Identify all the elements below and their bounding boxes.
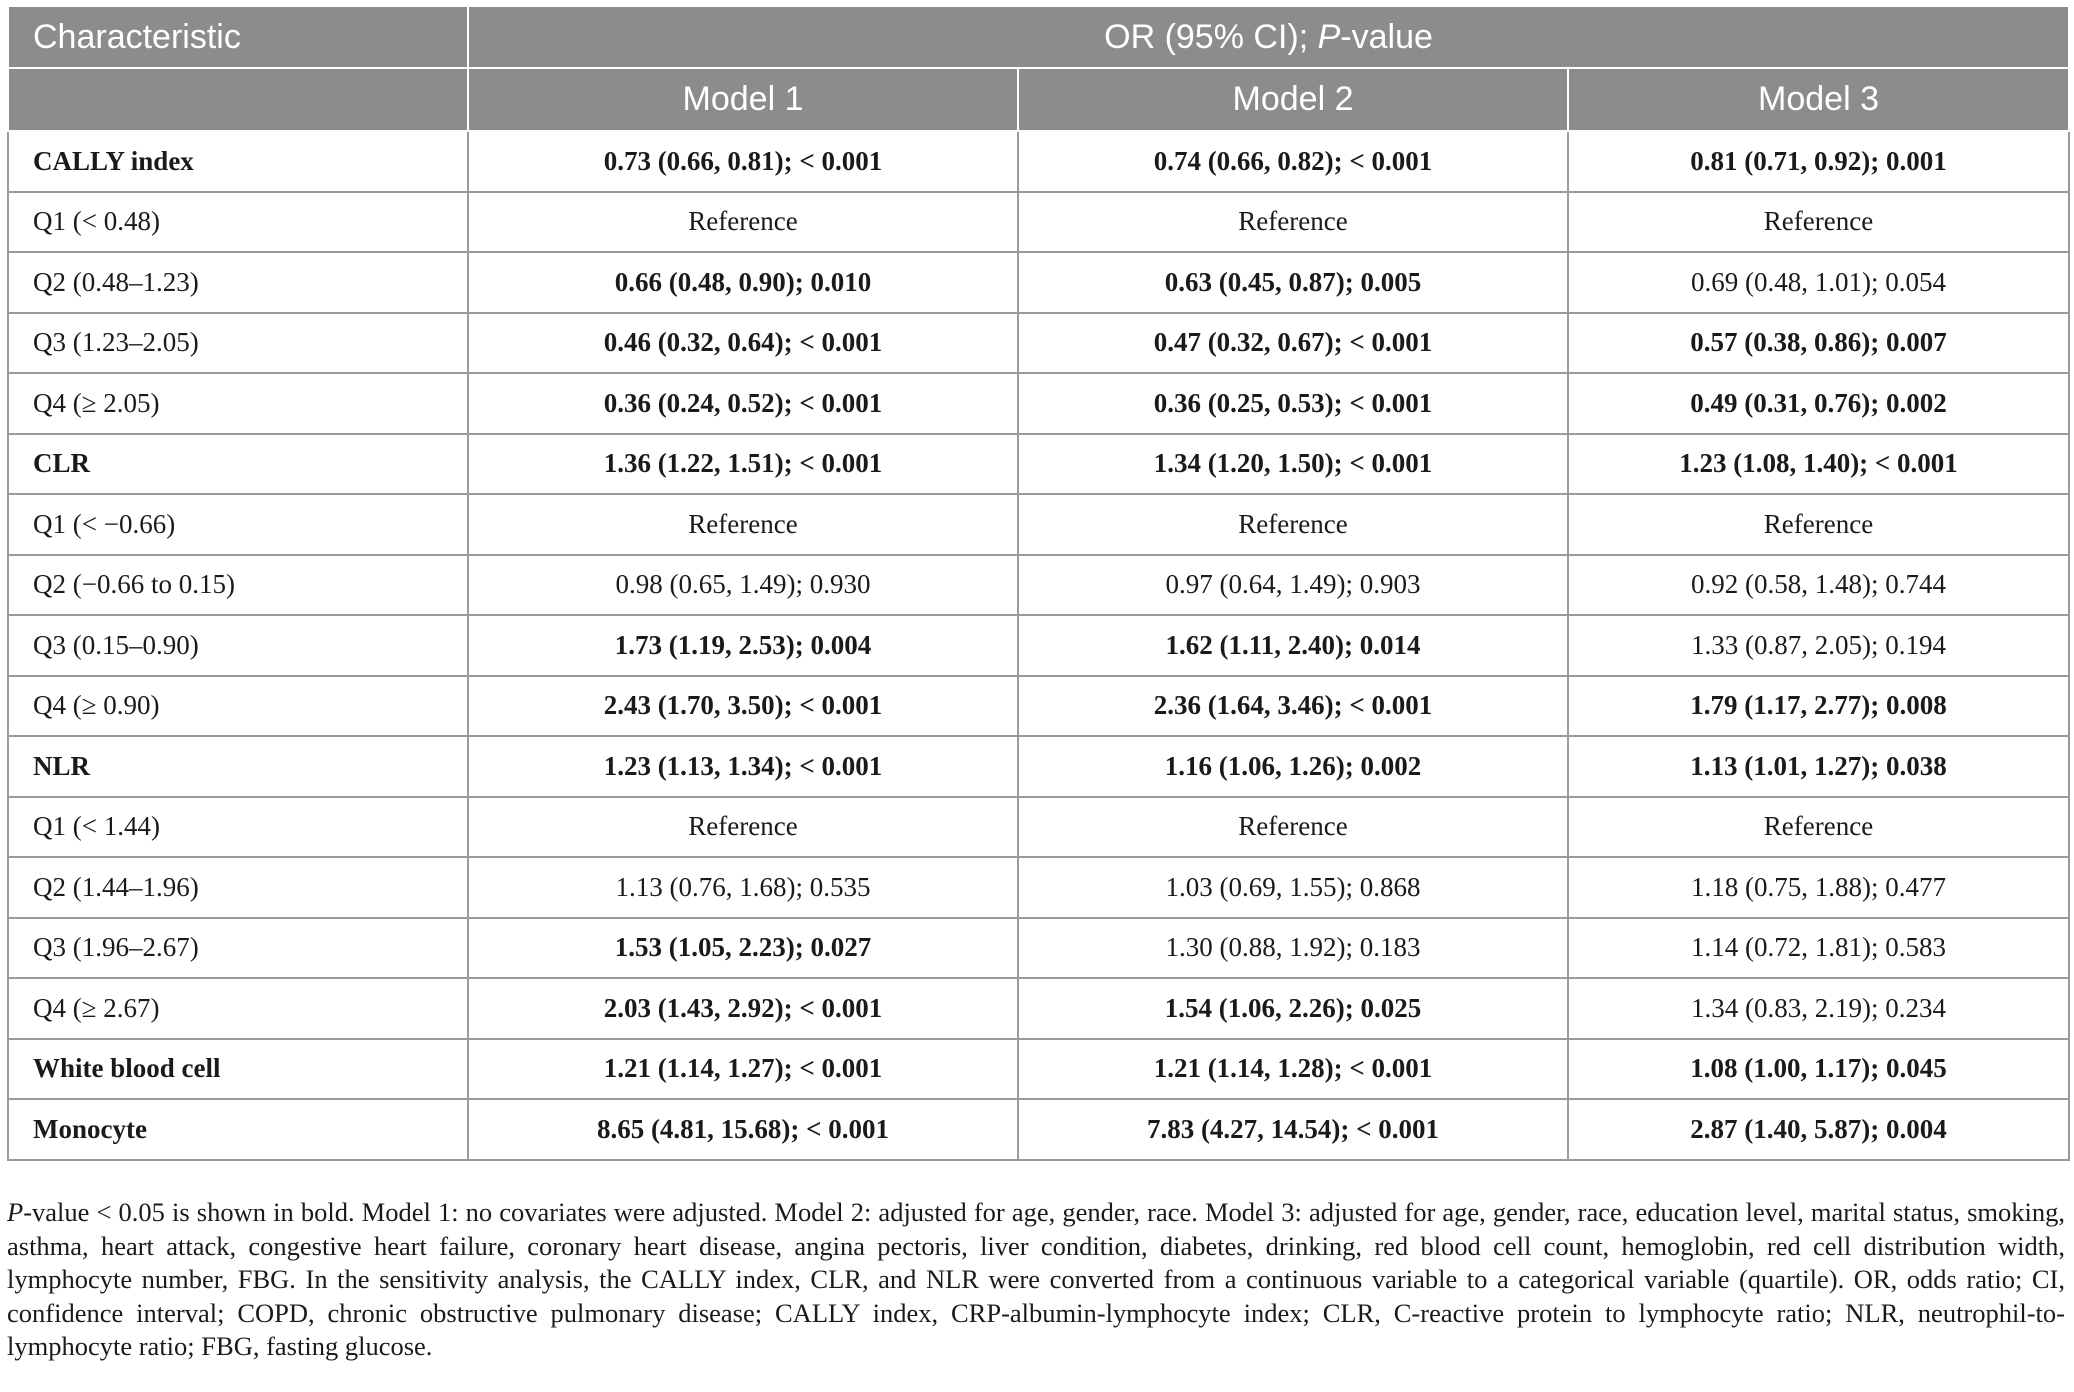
row-label: Q3 (0.15–0.90): [8, 615, 468, 676]
cell-model-3: 1.08 (1.00, 1.17); 0.045: [1568, 1039, 2069, 1100]
footnote-text: -value < 0.05 is shown in bold. Model 1: no covariates were adjusted. Model 2: adjusted for age, gender, race. Model 3: adjusted for age, gender, race, education level, marital status, smoking, asthma, heart attack, congestive heart failure, coronary heart disease, angina pectoris, liver condition, diabetes, drinking, red blood cell count, hemoglobin, red cell distribution width, lymphocyte number, FBG. In the sensitivity analysis, the CALLY index, CLR, and NLR were converted from a continuous variable to a categorical variable (quartile). OR, odds ratio; CI, confidence interval; COPD, chronic obstructive pulmonary disease; CALLY index, CRP-albumin-lymphocyte index; CLR, C-reactive protein to lymphocyte ratio; NLR, neutrophil-to-lymphocyte ratio; FBG, fasting glucose.: [7, 1197, 2065, 1361]
odds-ratio-table: [7, 5, 2070, 1161]
cell-model-2: 0.97 (0.64, 1.49); 0.903: [1018, 555, 1568, 616]
row-label: Q3 (1.96–2.67): [8, 918, 468, 979]
cell-model-1: Reference: [468, 797, 1018, 858]
cell-model-2: 1.34 (1.20, 1.50); < 0.001: [1018, 434, 1568, 495]
cell-model-3: 0.49 (0.31, 0.76); 0.002: [1568, 373, 2069, 434]
row-label: Q2 (0.48–1.23): [8, 252, 468, 313]
cell-model-3: 1.18 (0.75, 1.88); 0.477: [1568, 857, 2069, 918]
cell-model-3: Reference: [1568, 797, 2069, 858]
header-characteristic: Characteristic: [8, 6, 468, 68]
table-row: [8, 313, 2069, 374]
table-row: [8, 192, 2069, 253]
cell-model-1: 1.13 (0.76, 1.68); 0.535: [468, 857, 1018, 918]
cell-model-2: 7.83 (4.27, 14.54); < 0.001: [1018, 1099, 1568, 1160]
cell-model-3: 0.57 (0.38, 0.86); 0.007: [1568, 313, 2069, 374]
row-label: Q2 (1.44–1.96): [8, 857, 468, 918]
row-label: Q2 (−0.66 to 0.15): [8, 555, 468, 616]
cell-model-2: 1.16 (1.06, 1.26); 0.002: [1018, 736, 1568, 797]
cell-model-2: 0.74 (0.66, 0.82); < 0.001: [1018, 131, 1568, 192]
cell-model-3: 1.13 (1.01, 1.27); 0.038: [1568, 736, 2069, 797]
row-label: Q1 (< 0.48): [8, 192, 468, 253]
table-row: [8, 252, 2069, 313]
header-or-suffix: -value: [1340, 17, 1433, 56]
header-blank: [8, 68, 468, 131]
table-row: [8, 857, 2069, 918]
row-label: Monocyte: [8, 1099, 468, 1160]
cell-model-3: 1.34 (0.83, 2.19); 0.234: [1568, 978, 2069, 1039]
table-row: [8, 1099, 2069, 1160]
row-label: Q3 (1.23–2.05): [8, 313, 468, 374]
cell-model-3: 0.81 (0.71, 0.92); 0.001: [1568, 131, 2069, 192]
table-row: [8, 797, 2069, 858]
row-label: White blood cell: [8, 1039, 468, 1100]
cell-model-1: 1.53 (1.05, 2.23); 0.027: [468, 918, 1018, 979]
cell-model-1: 1.73 (1.19, 2.53); 0.004: [468, 615, 1018, 676]
cell-model-3: 1.23 (1.08, 1.40); < 0.001: [1568, 434, 2069, 495]
cell-model-1: 1.36 (1.22, 1.51); < 0.001: [468, 434, 1018, 495]
table-row: [8, 918, 2069, 979]
table-body: [8, 131, 2069, 1160]
table-row: [8, 676, 2069, 737]
cell-model-2: 1.30 (0.88, 1.92); 0.183: [1018, 918, 1568, 979]
cell-model-2: 1.21 (1.14, 1.28); < 0.001: [1018, 1039, 1568, 1100]
table-row: [8, 555, 2069, 616]
table-row: [8, 373, 2069, 434]
table-footnote: [7, 1196, 2065, 1364]
row-label: Q1 (< 1.44): [8, 797, 468, 858]
table-row: [8, 736, 2069, 797]
row-label: Q4 (≥ 2.05): [8, 373, 468, 434]
cell-model-3: 0.92 (0.58, 1.48); 0.744: [1568, 555, 2069, 616]
cell-model-1: Reference: [468, 494, 1018, 555]
header-or-p: P: [1317, 17, 1341, 56]
row-label: Q4 (≥ 2.67): [8, 978, 468, 1039]
cell-model-1: 0.73 (0.66, 0.81); < 0.001: [468, 131, 1018, 192]
row-label: Q1 (< −0.66): [8, 494, 468, 555]
row-label: CALLY index: [8, 131, 468, 192]
cell-model-3: 0.69 (0.48, 1.01); 0.054: [1568, 252, 2069, 313]
header-row-2: [8, 68, 2069, 131]
cell-model-3: 2.87 (1.40, 5.87); 0.004: [1568, 1099, 2069, 1160]
cell-model-2: 1.03 (0.69, 1.55); 0.868: [1018, 857, 1568, 918]
cell-model-2: 1.54 (1.06, 2.26); 0.025: [1018, 978, 1568, 1039]
cell-model-1: 0.66 (0.48, 0.90); 0.010: [468, 252, 1018, 313]
row-label: CLR: [8, 434, 468, 495]
cell-model-2: Reference: [1018, 192, 1568, 253]
table-row: [8, 131, 2069, 192]
cell-model-2: 2.36 (1.64, 3.46); < 0.001: [1018, 676, 1568, 737]
row-label: Q4 (≥ 0.90): [8, 676, 468, 737]
header-model-2: Model 2: [1018, 68, 1568, 131]
cell-model-1: 1.21 (1.14, 1.27); < 0.001: [468, 1039, 1018, 1100]
cell-model-3: Reference: [1568, 494, 2069, 555]
table-row: [8, 434, 2069, 495]
cell-model-1: Reference: [468, 192, 1018, 253]
row-label: NLR: [8, 736, 468, 797]
header-or-prefix: OR (95% CI);: [1104, 17, 1318, 56]
cell-model-1: 0.98 (0.65, 1.49); 0.930: [468, 555, 1018, 616]
cell-model-2: 0.47 (0.32, 0.67); < 0.001: [1018, 313, 1568, 374]
table-row: [8, 978, 2069, 1039]
cell-model-1: 2.43 (1.70, 3.50); < 0.001: [468, 676, 1018, 737]
cell-model-1: 0.36 (0.24, 0.52); < 0.001: [468, 373, 1018, 434]
cell-model-2: Reference: [1018, 797, 1568, 858]
header-model-1: Model 1: [468, 68, 1018, 131]
cell-model-2: 1.62 (1.11, 2.40); 0.014: [1018, 615, 1568, 676]
results-table-container: [7, 5, 2068, 1161]
cell-model-1: 0.46 (0.32, 0.64); < 0.001: [468, 313, 1018, 374]
cell-model-2: Reference: [1018, 494, 1568, 555]
cell-model-1: 1.23 (1.13, 1.34); < 0.001: [468, 736, 1018, 797]
header-model-3: Model 3: [1568, 68, 2069, 131]
header-or-group: [468, 6, 2069, 68]
cell-model-1: 2.03 (1.43, 2.92); < 0.001: [468, 978, 1018, 1039]
footnote-p: P: [7, 1197, 24, 1227]
header-row-1: [8, 6, 2069, 68]
cell-model-3: Reference: [1568, 192, 2069, 253]
table-row: [8, 494, 2069, 555]
table-row: [8, 1039, 2069, 1100]
cell-model-2: 0.63 (0.45, 0.87); 0.005: [1018, 252, 1568, 313]
cell-model-3: 1.33 (0.87, 2.05); 0.194: [1568, 615, 2069, 676]
cell-model-2: 0.36 (0.25, 0.53); < 0.001: [1018, 373, 1568, 434]
table-row: [8, 615, 2069, 676]
cell-model-1: 8.65 (4.81, 15.68); < 0.001: [468, 1099, 1018, 1160]
cell-model-3: 1.79 (1.17, 2.77); 0.008: [1568, 676, 2069, 737]
cell-model-3: 1.14 (0.72, 1.81); 0.583: [1568, 918, 2069, 979]
